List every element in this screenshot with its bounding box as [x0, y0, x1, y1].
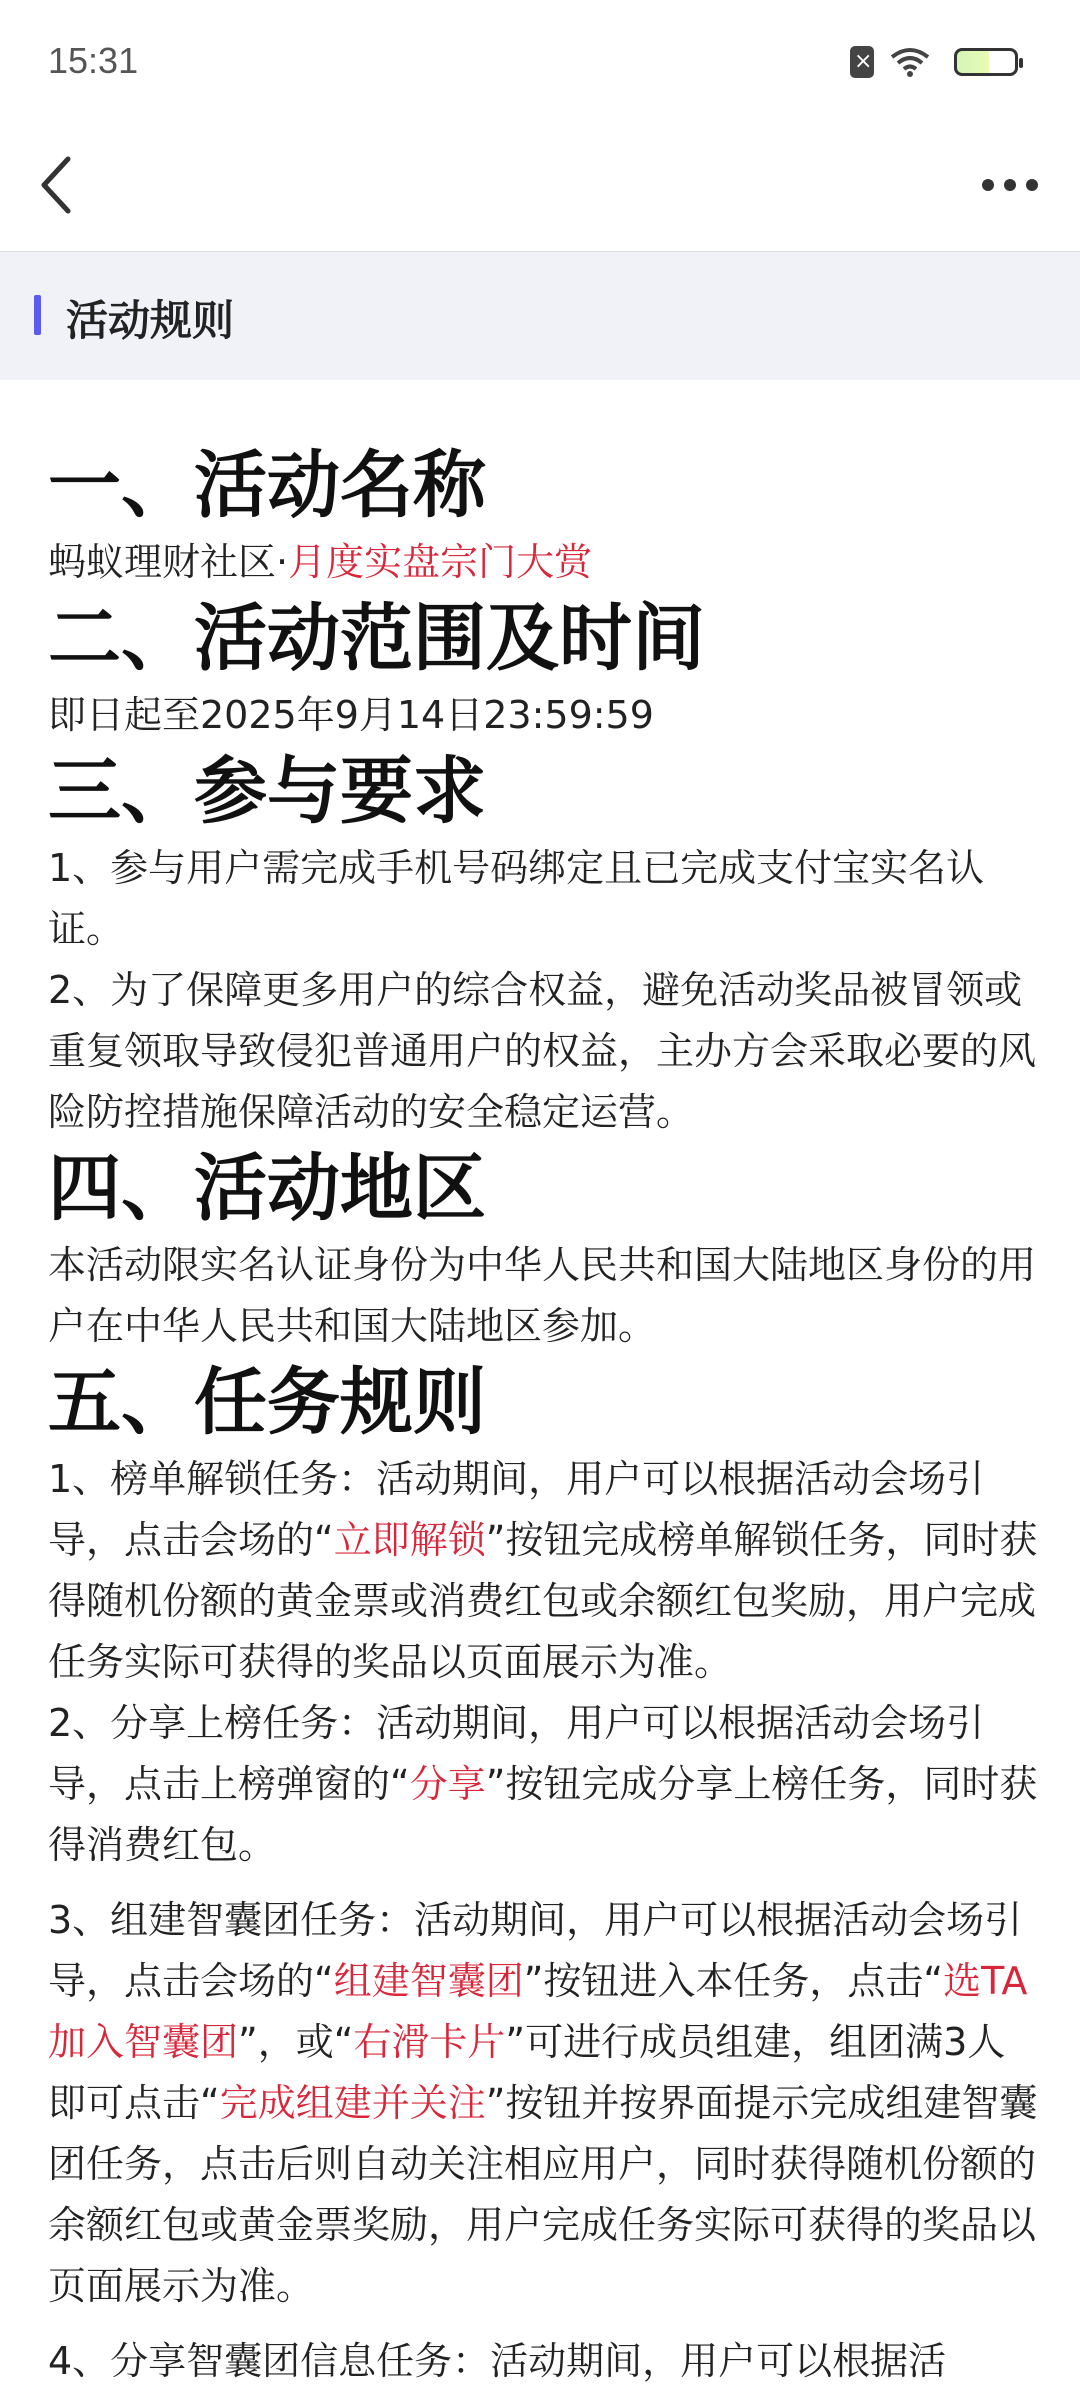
section-header: [0, 252, 1080, 380]
wifi-icon: [890, 47, 930, 77]
status-time: 15:31: [48, 40, 139, 81]
back-button[interactable]: [32, 145, 112, 225]
task-rule-3-mid-2: ”，或“: [238, 2020, 354, 2064]
task-rule-1: [48, 1449, 1038, 1693]
status-bar: [0, 0, 1080, 125]
task-rule-2-highlight: 分享: [409, 1762, 486, 1806]
task-rule-1-highlight: 立即解锁: [333, 1518, 486, 1562]
task-rule-1-pre: 1、榜单解锁任务：活动期间，用户可以根据活动会场引导，点击会场的“: [48, 1457, 985, 1562]
more-dots-icon: [980, 175, 1040, 195]
region-text: 本活动限实名认证身份为中华人民共和国大陆地区身份的用户在中华人民共和国大陆地区参加。: [48, 1243, 1037, 1348]
task-rule-3-highlight-4: 完成组建并关注: [219, 2081, 486, 2125]
activity-name-prefix: 蚂蚁理财社区·: [48, 540, 289, 584]
task-rule-3-pre: 3、组建智囊团任务：活动期间，用户可以根据活动会场引导，点击会场的“: [48, 1898, 1023, 2003]
heading-region: 四、活动地区: [48, 1146, 486, 1231]
spacer: [48, 1876, 1038, 1890]
activity-name-highlight: 月度实盘宗门大赏: [288, 540, 593, 584]
no-sim-icon: [850, 46, 874, 78]
spacer: [48, 2317, 1038, 2331]
task-rule-2-post: ”按钮完成分享上榜任务，同时获得消费红包。: [48, 1762, 1038, 1867]
nav-bar: [0, 125, 1080, 252]
task-rule-2: [48, 1693, 1038, 1876]
heading-scope-time: 二、活动范围及时间: [48, 596, 705, 681]
more-button[interactable]: [970, 155, 1050, 215]
heading-activity-name: 一、活动名称: [48, 443, 486, 528]
requirement-2: 2、为了保障更多用户的综合权益，避免活动奖品被冒领或重复领取导致侵犯普通用户的权益，主办方会采取必要的风险防控措施保障活动的安全稳定运营。: [48, 968, 1037, 1134]
task-rule-3-mid-1: ”按钮进入本任务，点击“: [523, 1959, 944, 2003]
section-title: 活动规则: [66, 296, 235, 345]
rules-content: [48, 440, 1038, 2392]
scope-time-text: 即日起至2025年9月14日23:59:59: [48, 693, 654, 737]
requirement-1: 1、参与用户需完成手机号码绑定且已完成支付宝实名认证。: [48, 846, 985, 951]
activity-name-text: [48, 532, 1038, 593]
task-rule-2-pre: 2、分享上榜任务：活动期间，用户可以根据活动会场引导，点击上榜弹窗的“: [48, 1701, 985, 1806]
back-arrow-icon: [32, 145, 112, 225]
task-rule-3: [48, 1890, 1038, 2317]
task-rule-3-highlight-2: 选TA加入智囊团: [48, 1959, 1028, 2064]
accent-bar: [34, 295, 41, 335]
battery-icon: [954, 48, 1018, 76]
status-icons: [850, 46, 930, 78]
task-rule-1-post: ”按钮完成榜单解锁任务，同时获得随机份额的黄金票或消费红包或余额红包奖励，用户完成任务实际可获得的奖品以页面展示为准。: [48, 1518, 1038, 1684]
task-rule-3-post: ”按钮并按界面提示完成组建智囊团任务，点击后则自动关注相应用户，同时获得随机份额的余额红包或黄金票奖励，用户完成任务实际可获得的奖品以页面展示为准。: [48, 2081, 1038, 2308]
task-rule-3-highlight-1: 组建智囊团: [333, 1959, 524, 2003]
task-rule-4-partial: 4、分享智囊团信息任务：活动期间，用户可以根据活: [48, 2339, 947, 2383]
heading-task-rules: 五、任务规则: [48, 1360, 486, 1445]
heading-requirements: 三、参与要求: [48, 749, 486, 834]
task-rule-3-mid-3: ”可进行成员组建，组团满3人即可点击“: [48, 2020, 1006, 2125]
task-rule-3-highlight-3: 右滑卡片: [353, 2020, 506, 2064]
